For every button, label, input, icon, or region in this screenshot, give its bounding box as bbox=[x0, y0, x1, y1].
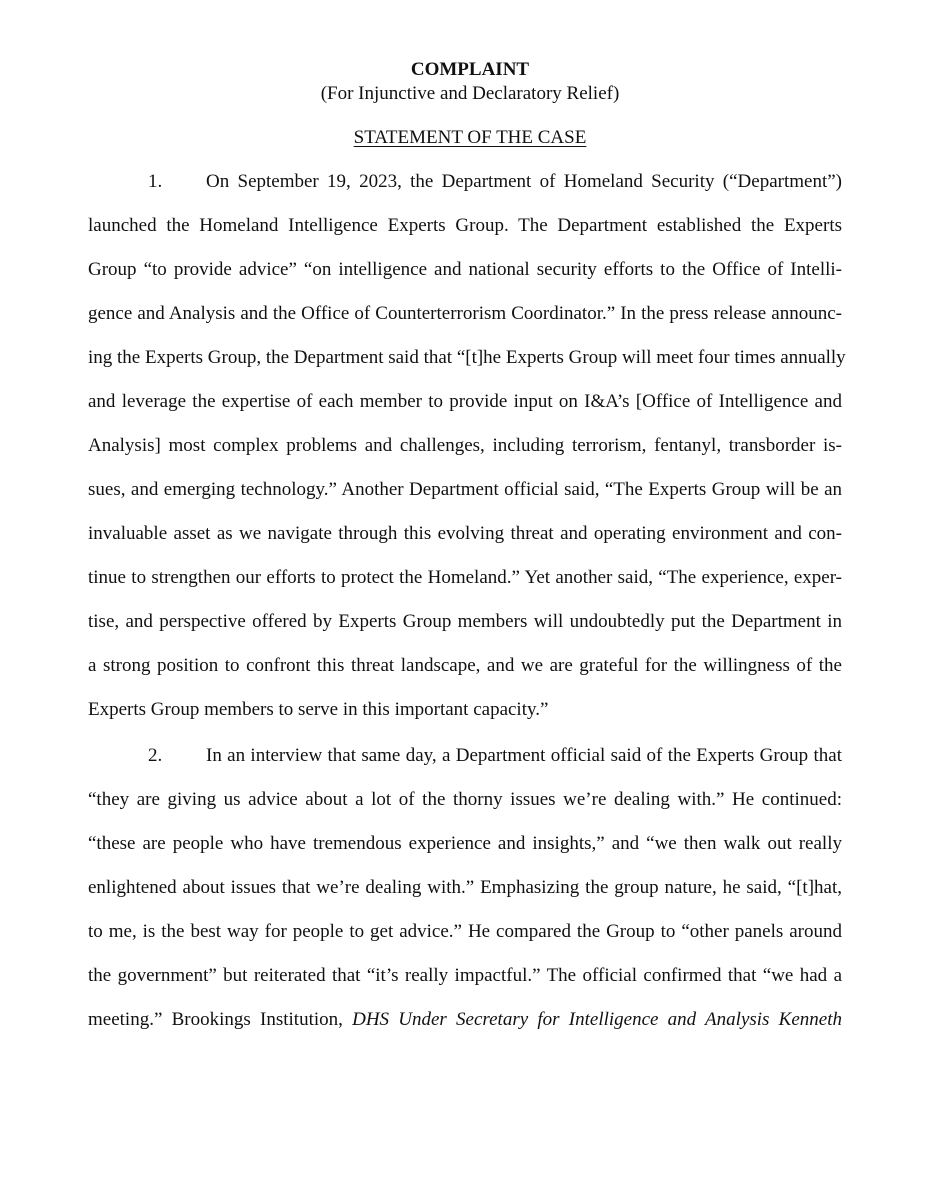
paragraph-number: 2. bbox=[148, 745, 163, 766]
text-line: to me, is the best way for people to get advice.” He compared the Group to “other panels around bbox=[88, 921, 842, 942]
section-heading: STATEMENT OF THE CASE bbox=[353, 127, 587, 148]
citation-title: DHS Under Secretary for Intelligence and Analysis Kenneth bbox=[352, 1009, 842, 1030]
text-line: Group “to provide advice” “on intelligence and national security efforts to the Office of Intelli- bbox=[88, 259, 842, 280]
text-line: tise, and perspective offered by Experts Group members will undoubtedly put the Department in bbox=[88, 611, 842, 632]
text-line: gence and Analysis and the Office of Counterterrorism Coordinator.” In the press release announc- bbox=[88, 303, 842, 324]
text-line: and leverage the expertise of each member to provide input on I&A’s [Office of Intelligence and bbox=[88, 391, 842, 412]
text-line: Analysis] most complex problems and challenges, including terrorism, fentanyl, transborder is- bbox=[88, 435, 842, 456]
document-subtitle: (For Injunctive and Declaratory Relief) bbox=[320, 83, 620, 104]
text-line: the government” but reiterated that “it’s really impactful.” The official confirmed that “we had a bbox=[88, 965, 842, 986]
text-line: Experts Group members to serve in this important capacity.” bbox=[88, 699, 549, 720]
text-line: In an interview that same day, a Department official said of the Experts Group that bbox=[206, 745, 842, 766]
text-line-citation bbox=[88, 1008, 842, 1032]
text-line: launched the Homeland Intelligence Experts Group. The Department established the Experts bbox=[88, 215, 842, 236]
citation-lead: meeting.” Brookings Institution, bbox=[88, 1009, 353, 1030]
paragraph-number: 1. bbox=[148, 171, 163, 192]
text-line: invaluable asset as we navigate through this evolving threat and operating environment and con- bbox=[88, 523, 842, 544]
text-line: tinue to strengthen our efforts to protect the Homeland.” Yet another said, “The experience, exper- bbox=[88, 567, 842, 588]
text-line: sues, and emerging technology.” Another Department official said, “The Experts Group will be an bbox=[88, 479, 842, 500]
text-line: “these are people who have tremendous experience and insights,” and “we then walk out really bbox=[88, 833, 842, 854]
text-line: ing the Experts Group, the Department said that “[t]he Experts Group will meet four times annually bbox=[88, 347, 846, 368]
text-line: a strong position to confront this threat landscape, and we are grateful for the willingness of the bbox=[88, 655, 842, 676]
text-line: On September 19, 2023, the Department of Homeland Security (“Department”) bbox=[206, 171, 842, 192]
text-line: enlightened about issues that we’re dealing with.” Emphasizing the group nature, he said, “[t]hat, bbox=[88, 877, 842, 898]
text-line: “they are giving us advice about a lot of the thorny issues we’re dealing with.” He continued: bbox=[88, 789, 842, 810]
document-title: COMPLAINT bbox=[410, 59, 530, 80]
